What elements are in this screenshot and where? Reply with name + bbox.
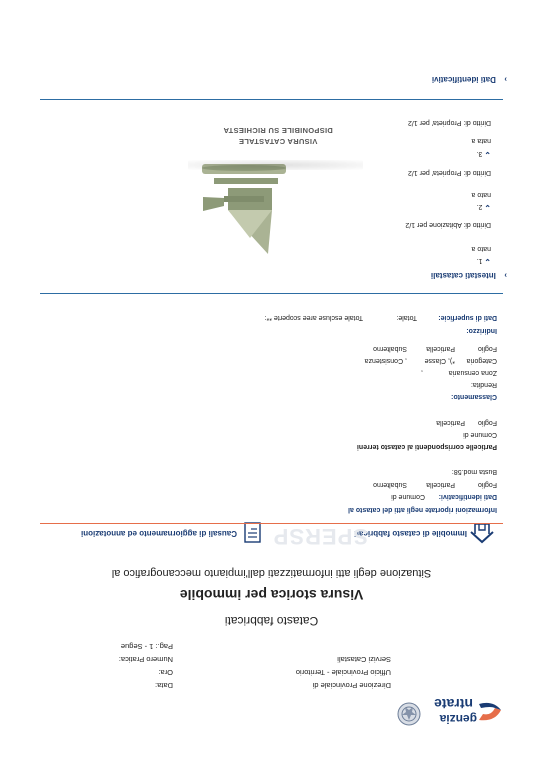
agenzia-entrate-logo [423, 692, 503, 728]
particelle-header: Particelle corrispondenti al catasto terreni [356, 443, 497, 450]
zona-censuaria-mark: , [421, 369, 423, 376]
dati-identificativi-footer-label: Dati identificativi [431, 75, 496, 84]
col2-particella: Particella [436, 419, 465, 426]
office-line-2: Ufficio Provinciale - Territorio [295, 668, 391, 677]
chevron-right-icon: › [504, 75, 507, 84]
office-line-1: Direzione Provinciale di [312, 681, 391, 690]
comune-di-label-2: Comune di [463, 431, 497, 438]
causali-section-title[interactable]: Causali di aggiornamento ed annotazioni [80, 529, 237, 538]
section-divider-blue-1 [40, 293, 503, 294]
republic-seal-icon [397, 702, 421, 726]
superficie-label: Dati di superficie: [438, 314, 497, 321]
section-divider-blue-2 [40, 99, 503, 100]
intestati-header-label: Intestati catastali [430, 271, 496, 280]
intestato-2-diritto: Diritto di: Proprieta' per 1/2 [407, 169, 491, 176]
logo-emblem-icon [477, 698, 503, 724]
intestati-header[interactable] [431, 268, 507, 286]
intestato-3-nato: nata a [471, 137, 491, 144]
intestato-1-diritto: Diritto di: Abitazione per 1/2 [405, 221, 491, 228]
info-header: Informazioni riportate negli atti del catasto al [348, 506, 497, 513]
chevron-down-icon: › [504, 271, 507, 280]
rendita-label: Rendita: [470, 381, 497, 388]
col3-particella: Particella [426, 345, 455, 352]
dati-identificativi-footer[interactable] [432, 72, 507, 90]
col-foglio: Foglio [477, 481, 497, 488]
intestato-1-number[interactable] [477, 257, 492, 266]
classamento-label: Classamento: [451, 393, 497, 400]
chevron-icon: ⌄ [484, 150, 491, 159]
watermark: SPERSP [272, 524, 368, 549]
intestato-2-number[interactable] [477, 203, 492, 212]
comune-di-label: Comune di [391, 493, 425, 500]
intestato-3-number[interactable] [477, 150, 492, 159]
practice-number-label: Numero Pratica: [118, 655, 173, 664]
categoria-label: Categoria [466, 357, 497, 364]
visura-badge-line-1: VISURA CATASTALE [238, 137, 318, 146]
col2-foglio: Foglio [477, 419, 497, 426]
intestato-1-nato: nato a [471, 245, 491, 252]
col3-foglio: Foglio [477, 345, 497, 352]
intestato-2-nato: nato a [471, 191, 491, 198]
consistenza-label: , Consistenza [364, 357, 407, 364]
classe-label: *), Classe [424, 357, 455, 364]
superficie-totale: Totale: [396, 314, 417, 321]
time-label: Ora: [158, 668, 173, 677]
page-indicator: Pag.: 1 - Segue [120, 642, 173, 651]
badge-shadow [188, 160, 363, 170]
intestato-3-diritto: Diritto di: Proprieta' per 1/2 [407, 119, 491, 126]
logo-text-bottom: ntrate [434, 696, 473, 712]
document-subtitle: Situazione degli atti informatizzati dall'impianto meccanografico al [111, 567, 432, 579]
immobile-section-title[interactable]: Immobile di catasto fabbricati [354, 529, 467, 538]
logo-text-top: genzia [439, 712, 477, 726]
intestato-1-num: 1. [476, 257, 483, 264]
visura-badge-line-2: DISPONIBILE SU RICHIESTA [223, 126, 333, 135]
dati-identificativi-label: Dati identificativi: [438, 493, 497, 500]
document-title: Visura storica per immobile [179, 587, 364, 603]
busta-label: Busta mod.58: [451, 468, 497, 475]
col3-subalterno: Subalterno [373, 345, 407, 352]
date-label: Data: [155, 681, 173, 690]
zona-censuaria-label: Zona censuaria [448, 369, 497, 376]
superficie-escluse: Totale escluse aree scoperte **: [264, 314, 363, 321]
section-divider-red [40, 523, 503, 524]
indirizzo-label: Indirizzo: [466, 327, 497, 334]
office-line-3: Servizi Catastali [337, 655, 391, 664]
chevron-icon: ⌄ [484, 257, 491, 266]
chevron-icon: ⌄ [484, 203, 491, 212]
intestato-3-num: 3. [476, 150, 483, 157]
document-category: Catasto fabbricati [224, 614, 319, 628]
col-particella: Particella [426, 481, 455, 488]
intestato-2-num: 2. [476, 203, 483, 210]
col-subalterno: Subalterno [373, 481, 407, 488]
